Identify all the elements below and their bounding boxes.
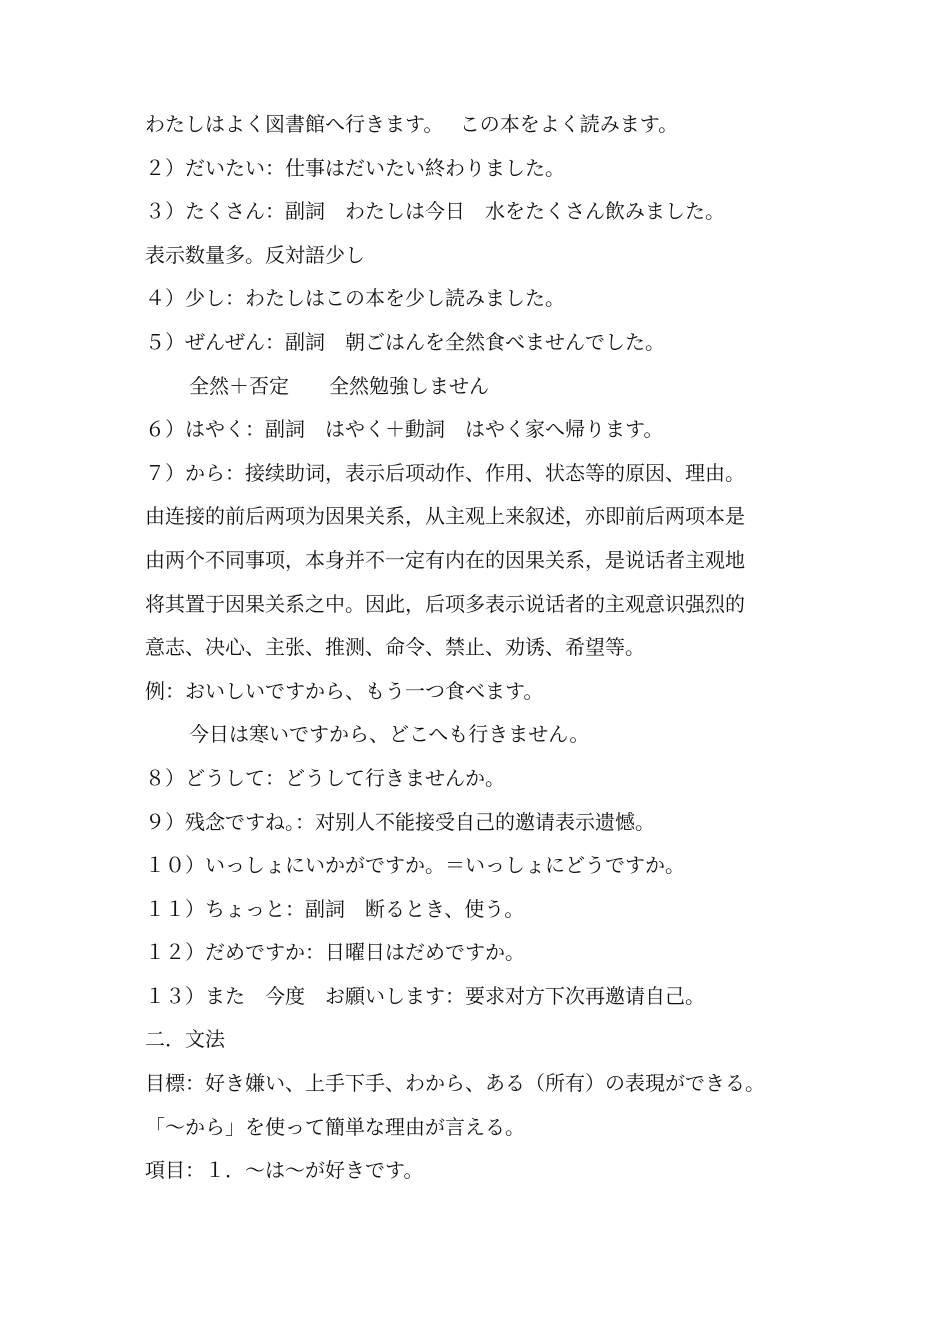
text-line: ５）ぜんぜん：副詞 朝ごはんを全然食べませんでした。: [145, 329, 665, 354]
text-line: 由连接的前后两项为因果关系，从主观上来叙述，亦即前后两项本是: [145, 504, 745, 529]
text-line: 意志、决心、主张、推测、命令、禁止、劝诱、希望等。: [145, 635, 645, 660]
text-line: １０）いっしょにいかがですか。＝いっしょにどうですか。: [145, 853, 685, 878]
text-line: ７）から：接续助词，表示后项动作、作用、状态等的原因、理由。: [145, 460, 745, 485]
text-line: 将其置于因果关系之中。因此，后项多表示说话者的主观意识强烈的: [145, 591, 745, 616]
text-line: 表示数量多。反対語少し: [145, 242, 365, 267]
text-body: [145, 103, 825, 1193]
text-line: ３）たくさん：副詞 わたしは今日 水をたくさん飲みました。: [145, 199, 725, 224]
text-line: １１）ちょっと：副詞 断るとき、使う。: [145, 896, 525, 921]
text-line: ８）どうして：どうして行きませんか。: [145, 765, 505, 790]
text-line: 由两个不同事项，本身并不一定有内在的因果关系，是说话者主观地: [145, 547, 745, 572]
text-line: １２）だめですか：日曜日はだめですか。: [145, 940, 525, 965]
text-line: 今日は寒いですから、どこへも行きません。: [189, 722, 590, 747]
text-line: 目標：好き嫌い、上手下手、わから、ある（所有）の表現ができる。: [145, 1071, 765, 1096]
text-line: わたしはよく図書館へ行きます。 この本をよく読みます。: [145, 112, 679, 136]
text-line: 全然＋否定 全然勉強しません: [189, 373, 489, 398]
text-line: １３）また 今度 お願いします：要求对方下次再邀请自己。: [145, 983, 705, 1008]
text-line: 項目：１．～は～が好きです。: [145, 1158, 424, 1183]
text-line: ４）少し：わたしはこの本を少し読みました。: [145, 286, 565, 311]
text-line: ２）だいたい：仕事はだいたい終わりました。: [145, 155, 565, 180]
section-heading: 二．文法: [145, 1027, 225, 1052]
text-line: 例：おいしいですから、もう一つ食べます。: [145, 678, 544, 703]
text-line: 「～から」を使って簡単な理由が言える。: [145, 1114, 525, 1139]
text-line: ９）残念ですね。：对别人不能接受自己的邀请表示遗憾。: [145, 809, 655, 834]
text-line: ６）はやく：副詞 はやく＋動詞 はやく家へ帰ります。: [145, 417, 664, 442]
